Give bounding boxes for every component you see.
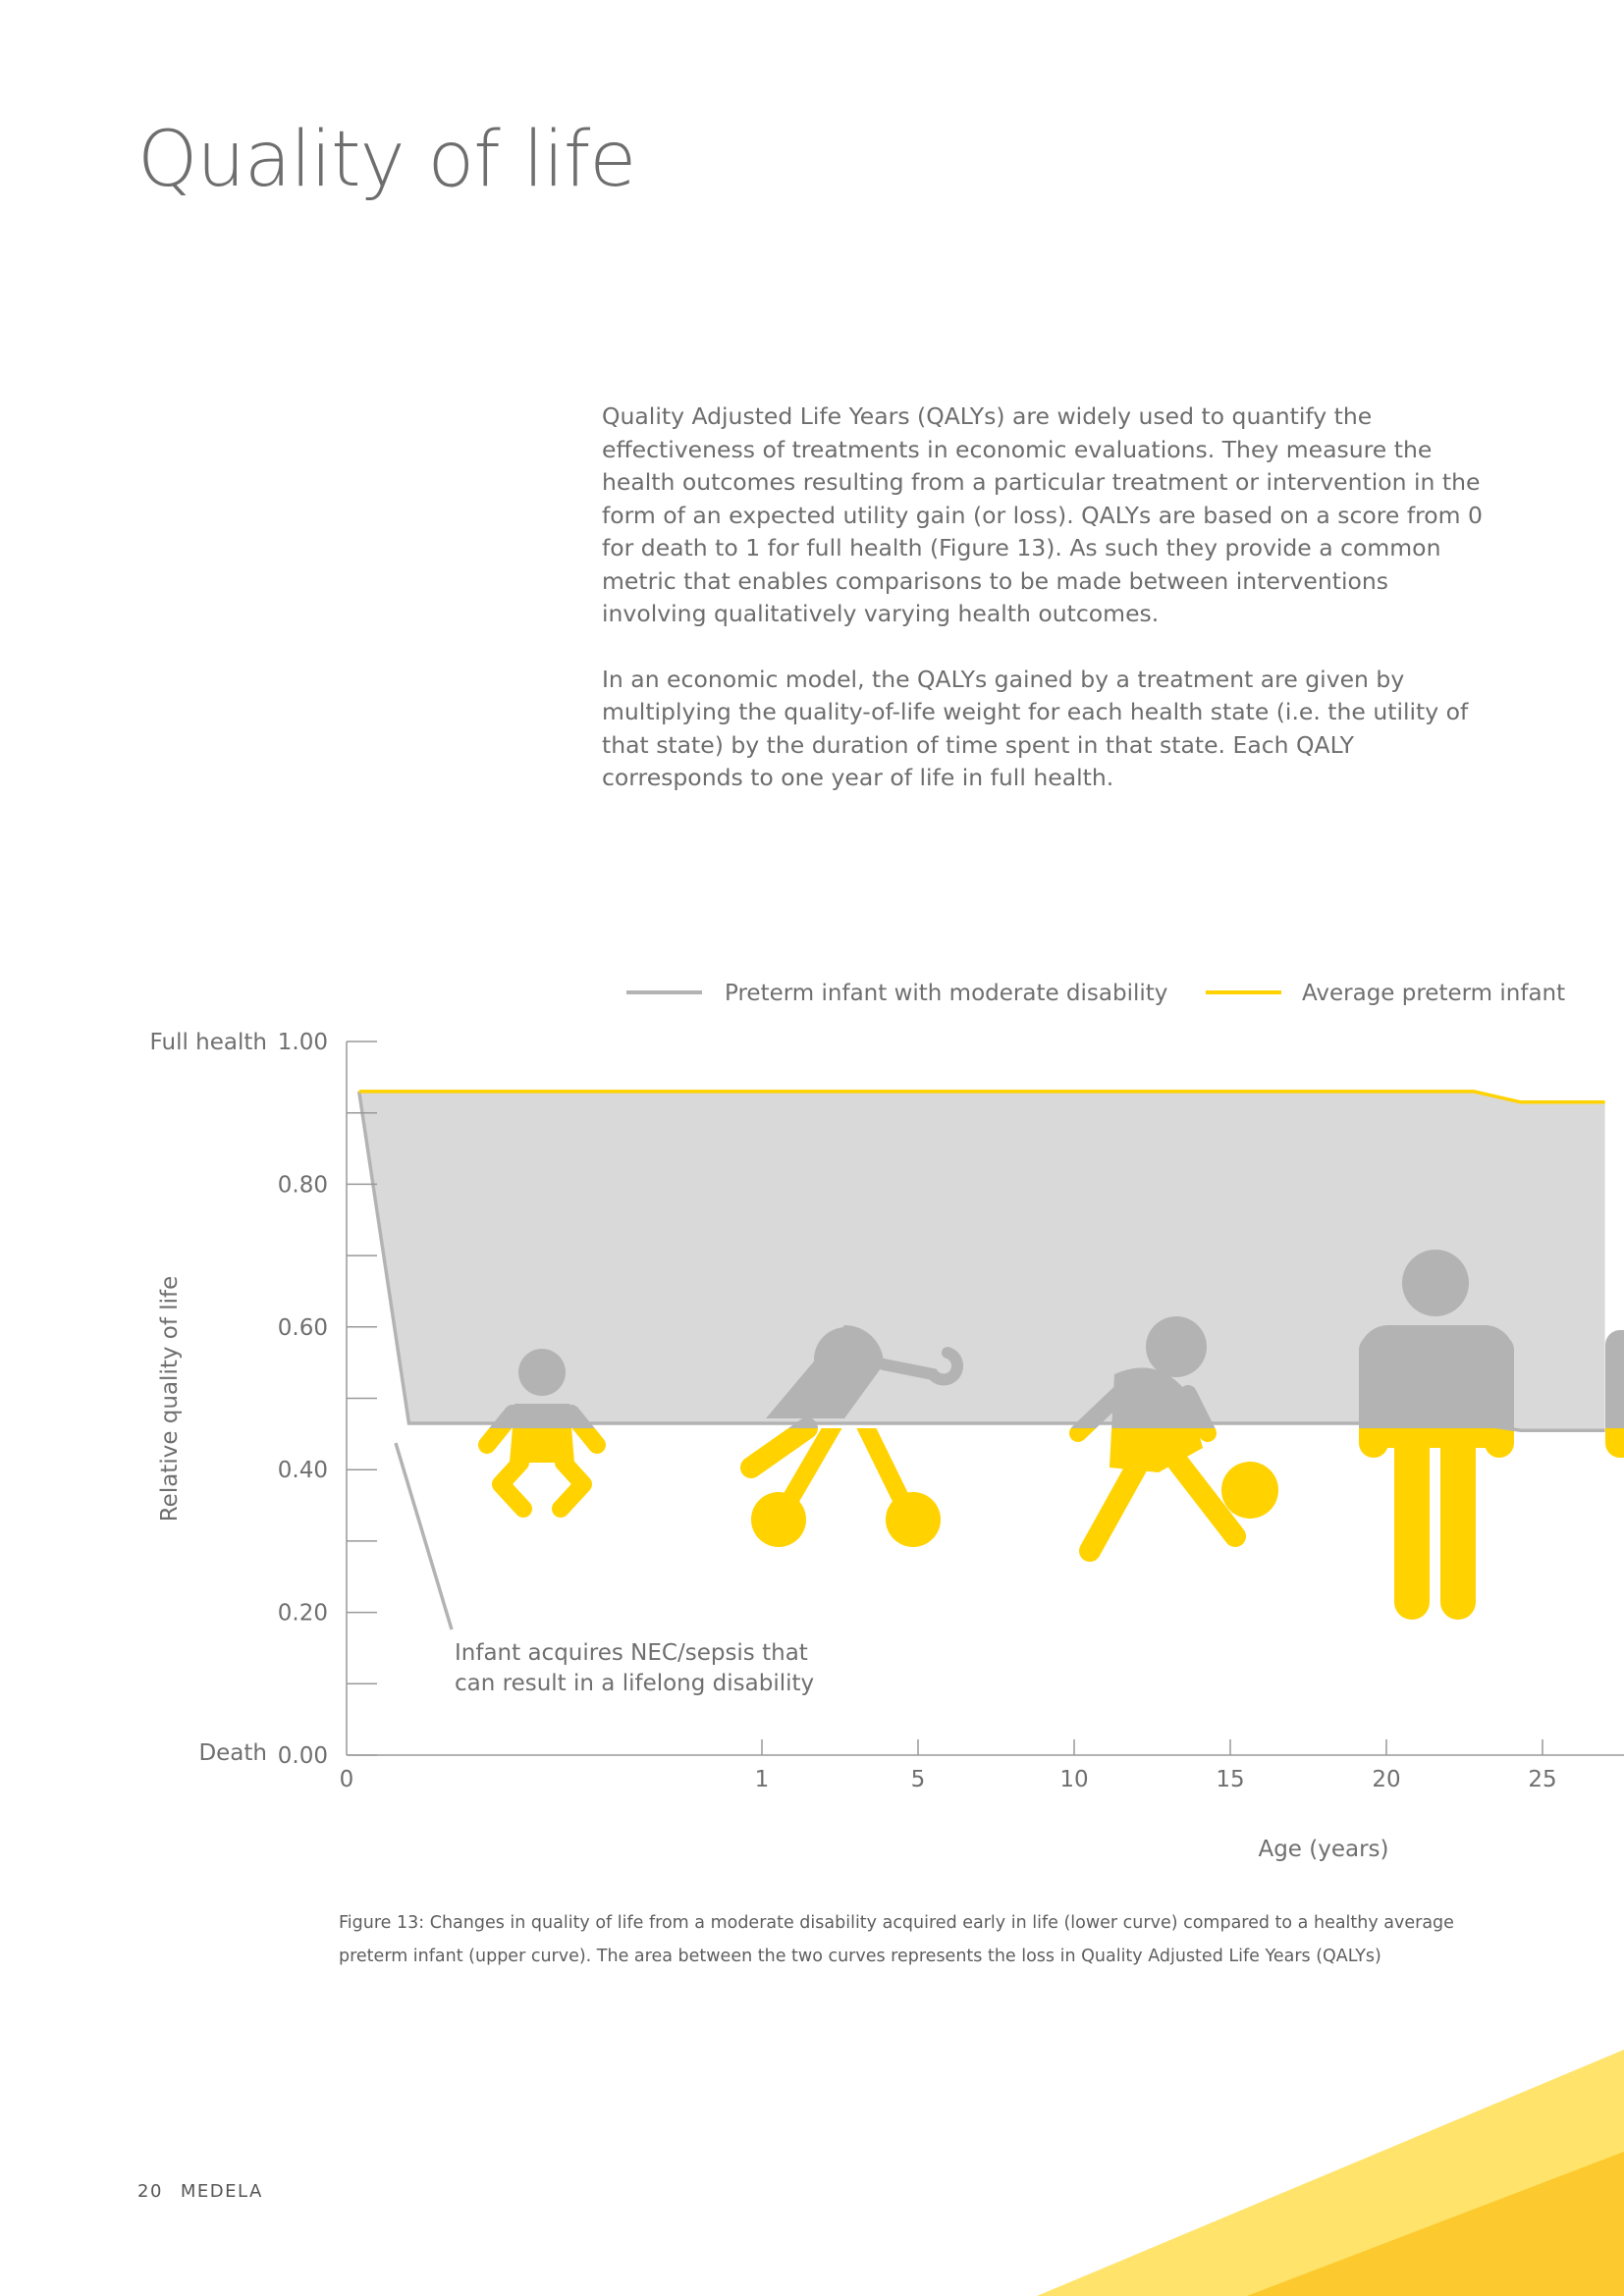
y-ticks [278, 1030, 377, 1769]
legend-label-average: Average preterm infant [1302, 981, 1566, 1006]
y-tick-label: 0.40 [277, 1458, 328, 1484]
y-top-label: Full health [149, 1030, 267, 1055]
y-tick-label: 0.20 [277, 1600, 328, 1627]
corner-stripe-light [1037, 2050, 1624, 2296]
footer [137, 2181, 281, 2202]
figure-caption: Figure 13: Changes in quality of life from a moderate disability acquired early in life (lower curve) compared to a healthy average preterm infant (upper curve). The area between the two curves represents the loss in Quality Adjusted Life Years (QALYs) [339, 1913, 1454, 1966]
annotation-pointer [396, 1443, 452, 1629]
legend-label-disability: Preterm infant with moderate disability [725, 981, 1168, 1006]
x-tick-label: 15 [1216, 1767, 1245, 1792]
brand-name: MEDELA [180, 2181, 263, 2202]
x-tick-label: 5 [910, 1767, 926, 1792]
corner-stripe-dark [1247, 2152, 1624, 2296]
y-tick-label: 0.00 [277, 1743, 328, 1769]
intro-text [602, 400, 1495, 828]
x-tick-label: 0 [339, 1767, 354, 1792]
page-number: 20 [137, 2181, 163, 2202]
y-tick-label: 0.80 [277, 1172, 328, 1199]
x-axis-title: Age (years) [1258, 1837, 1389, 1862]
x-ticks [340, 1739, 1557, 1792]
intro-paragraph-1: Quality Adjusted Life Years (QALYs) are widely used to quantify the effectiveness of treatments in economic evaluations. They measure the health outcomes resulting from a particular treatment or intervention in the form of an expected utility gain (or loss). QALYs are based on a score from 0 for death to 1 for full health (Figure 13). As such they provide a common metric that enables comparisons to be made between interventions involving qualitatively varying health outcomes. [602, 402, 1483, 627]
legend [626, 981, 1565, 1006]
y-axis-title: Relative quality of life [157, 1275, 183, 1522]
y-tick-label: 1.00 [277, 1030, 328, 1055]
y-bottom-label: Death [198, 1740, 267, 1766]
x-tick-label: 1 [754, 1767, 770, 1792]
x-tick-label: 20 [1372, 1767, 1401, 1792]
x-tick-label: 10 [1059, 1767, 1089, 1792]
intro-paragraph-2: In an economic model, the QALYs gained by a treatment are given by multiplying the quality-of-life weight for each health state (i.e. the utility of that state) by the duration of time spent in that state. Each QALY corresponds to one year of life in full health. [602, 665, 1469, 791]
y-tick-label: 0.60 [277, 1314, 328, 1341]
qaly-chart [0, 942, 1624, 1885]
x-tick-label: 25 [1528, 1767, 1557, 1792]
page-title: Quality of life [137, 116, 636, 204]
annotation-text: Infant acquires NEC/sepsis that can result in a lifelong disability [455, 1640, 815, 1696]
